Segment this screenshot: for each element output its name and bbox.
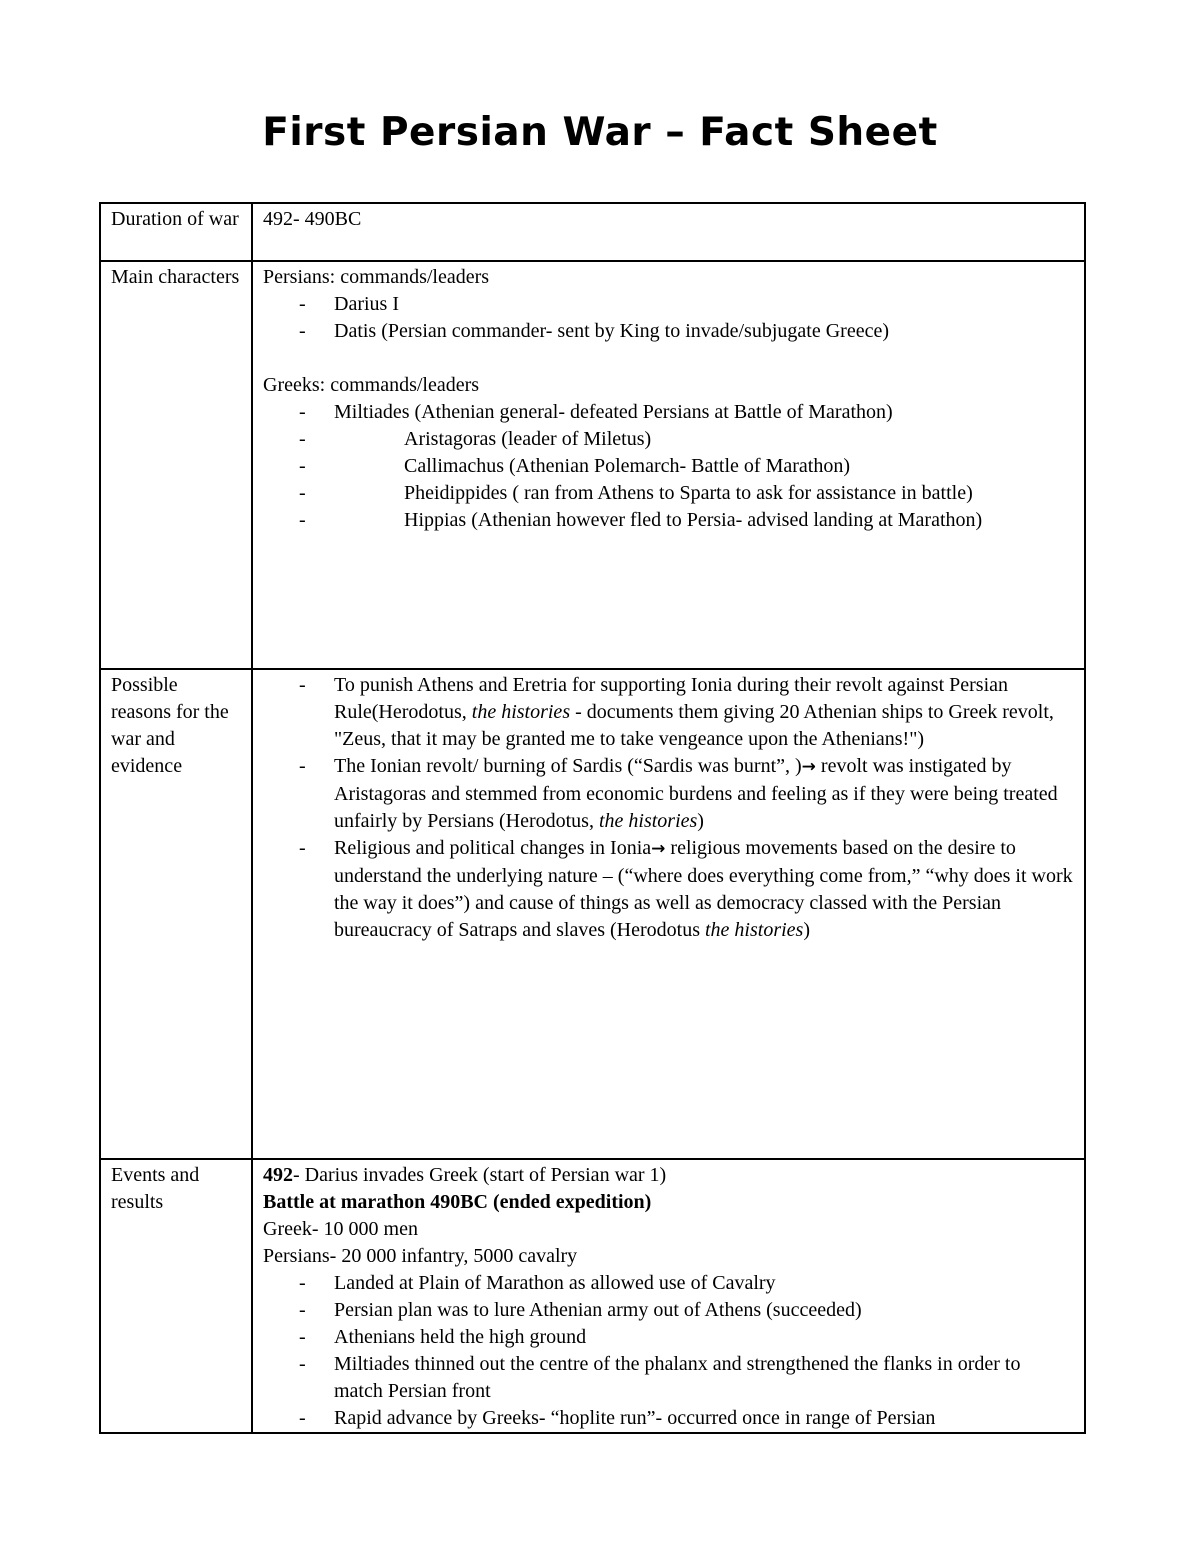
list-item: - Hippias (Athenian however fled to Persia- advised landing at Marathon) — [263, 507, 1074, 534]
list-item: - Miltiades (Athenian general- defeated Persians at Battle of Marathon) — [263, 399, 1074, 426]
fact-table — [99, 202, 1086, 1434]
greeks-heading: Greeks: commands/leaders — [263, 374, 480, 396]
row-value-duration: 492- 490BC — [252, 203, 1085, 261]
events-list — [263, 1270, 1074, 1432]
list-item: - Datis (Persian commander- sent by King to invade/subjugate Greece) — [263, 318, 1074, 345]
persians-heading: Persians: commands/leaders — [263, 266, 490, 288]
list-item: - Athenians held the high ground — [263, 1324, 1074, 1351]
table-row — [100, 669, 1085, 1159]
events-line: 492- Darius invades Greek (start of Persian war 1) — [263, 1164, 667, 1186]
list-item: - Landed at Plain of Marathon as allowed use of Cavalry — [263, 1270, 1074, 1297]
events-line: Persians- 20 000 infantry, 5000 cavalry — [263, 1245, 578, 1267]
row-label-events: Events and results — [100, 1159, 252, 1433]
list-item: - Persian plan was to lure Athenian army out of Athens (succeeded) — [263, 1297, 1074, 1324]
list-item: - Callimachus (Athenian Polemarch- Battle of Marathon) — [263, 453, 1074, 480]
table-row — [100, 203, 1085, 261]
list-item: - Aristagoras (leader of Miletus) — [263, 426, 1074, 453]
table-row — [100, 1159, 1085, 1433]
list-item: - Pheidippides ( ran from Athens to Sparta to ask for assistance in battle) — [263, 480, 1074, 507]
list-item: - Miltiades thinned out the centre of the phalanx and strengthened the flanks in order to match Persian front — [263, 1351, 1074, 1405]
events-line: Greek- 10 000 men — [263, 1218, 418, 1240]
row-label-duration: Duration of war — [100, 203, 252, 261]
list-item: - Religious and political changes in Ionia→ religious movements based on the desire to understand the underlying nature – (“where does everything come from,” “why does it work the way it does”) and cause of things as well as democracy classed with the Persian bureaucracy of Satraps and slaves (Herodotus the histories) — [263, 835, 1074, 944]
page-title: First Persian War – Fact Sheet — [262, 110, 938, 155]
list-item: - The Ionian revolt/ burning of Sardis (“Sardis was burnt”, )→ revolt was instigated by Aristagoras and stemmed from economic burdens and feeling as if they were being treated unfairly by Persians (Herodotus, the histories) — [263, 753, 1074, 835]
list-item: - Darius I — [263, 291, 1074, 318]
table-row — [100, 261, 1085, 669]
row-value-reasons — [252, 669, 1085, 1159]
list-item: - Rapid advance by Greeks- “hoplite run”- occurred once in range of Persian — [263, 1405, 1074, 1432]
persians-list — [263, 291, 1074, 345]
row-value-characters — [252, 261, 1085, 669]
row-label-reasons: Possible reasons for the war and evidence — [100, 669, 252, 1159]
greeks-list — [263, 399, 1074, 534]
battle-heading: Battle at marathon 490BC (ended expedition) — [263, 1191, 652, 1213]
list-item: - To punish Athens and Eretria for supporting Ionia during their revolt against Persian Rule(Herodotus, the histories - documents them giving 20 Athenian ships to Greek revolt, "Zeus, that it may be granted me to take vengeance upon the Athenians!") — [263, 672, 1074, 753]
row-label-characters: Main characters — [100, 261, 252, 669]
arrow-icon: → — [801, 757, 816, 777]
arrow-icon: → — [651, 839, 666, 859]
reasons-list — [263, 672, 1074, 944]
row-value-events — [252, 1159, 1085, 1433]
